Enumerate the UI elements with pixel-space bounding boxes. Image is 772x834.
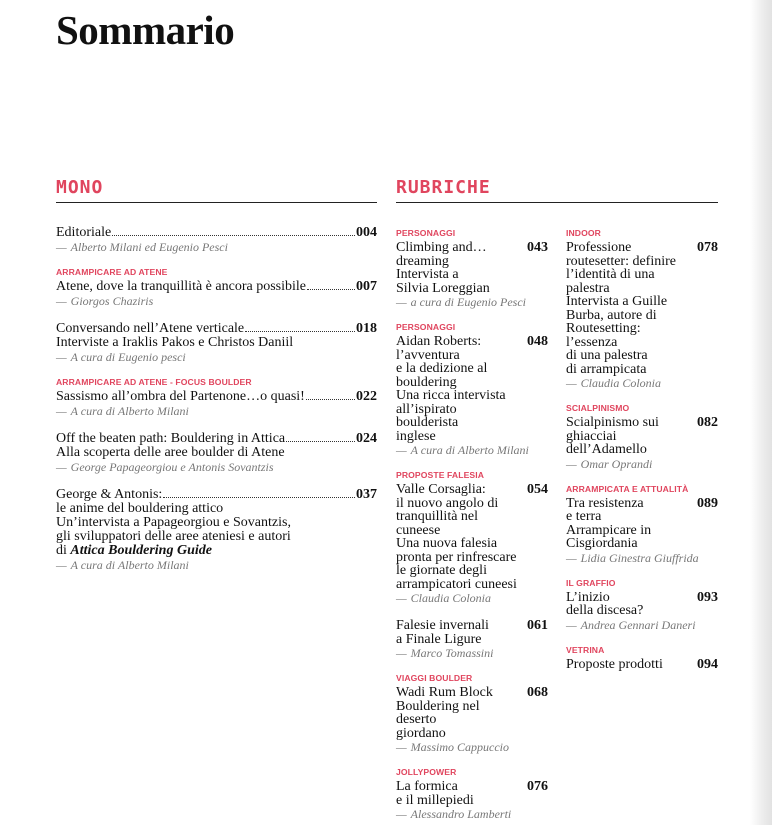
entry-title-line: inglese <box>396 428 436 444</box>
page-number: 093 <box>697 589 718 605</box>
entry-title-line: all’ispirato boulderista <box>396 401 459 430</box>
page-number: 061 <box>527 618 548 633</box>
entry-title-line: Cisgiordania <box>566 536 638 551</box>
section-heading-rubriche: RUBRICHE <box>396 177 718 203</box>
entry-title <box>396 335 521 443</box>
entry-title <box>566 658 663 672</box>
entry-title: Conversando nell’Atene verticale <box>56 321 245 336</box>
entry-title-line: Wadi Rum Block <box>396 685 493 700</box>
guide-title: Attica Bouldering Guide <box>70 543 212 558</box>
entry-title <box>396 241 490 295</box>
entry-author: — Marco Tomassini <box>396 646 494 660</box>
entry-subtitle: Interviste a Iraklis Pakos e Christos Daniil <box>56 335 294 350</box>
entry-title <box>396 483 521 591</box>
leader-dots <box>112 235 355 236</box>
entry-title-line: della discesa? <box>566 603 644 618</box>
page-number: 082 <box>697 415 718 430</box>
entry-title-line: Silvia Loreggian <box>396 280 490 296</box>
entry-category: ARRAMPICARE AD ATENE <box>56 267 168 277</box>
toc-entry[interactable] <box>566 228 718 391</box>
entry-title-line: La formica <box>396 779 458 794</box>
page-number: 048 <box>527 334 548 349</box>
page-number: 018 <box>356 321 377 336</box>
entry-title-line: arrampicatori cuneesi <box>396 576 517 592</box>
entry-title-line: Una nuova falesia <box>396 536 498 551</box>
entry-title: George & Antonis: <box>56 487 163 502</box>
page-number: 076 <box>527 779 548 794</box>
page-number: 024 <box>356 431 377 446</box>
page-number: 043 <box>527 240 548 255</box>
entry-title-line: le giornate degli <box>396 563 487 578</box>
rubriche-column-1 <box>396 228 548 834</box>
entry-category: ARRAMPICATA E ATTUALITÀ <box>566 483 689 494</box>
entry-subtitle: Alla scoperta delle aree boulder di Atene <box>56 445 285 460</box>
entry-title <box>396 686 521 740</box>
leader-dots <box>245 331 355 332</box>
entry-title-line: Intervista a Guille <box>566 294 668 309</box>
entry-title-line: Professione <box>566 240 632 255</box>
entry-subtitle-line: di Attica Bouldering Guide <box>56 543 212 558</box>
entry-author: — Omar Oprandi <box>566 456 653 471</box>
toc-entry[interactable] <box>396 470 548 606</box>
entry-category: SCIALPINISMO <box>566 403 630 413</box>
entry-title-line: Aidan Roberts: <box>396 334 482 349</box>
entry-title-line: dreaming <box>396 253 449 269</box>
entry-title-line: e terra <box>566 509 602 524</box>
page-number: 068 <box>527 685 548 700</box>
page-title: Sommario <box>56 7 235 53</box>
entry-title-line: ghiacciai dell’Adamello <box>566 428 647 457</box>
toc-entry-sassismo[interactable] <box>56 377 377 419</box>
entry-title-line: Tra resistenza <box>566 495 644 511</box>
entry-category: VIAGGI BOULDER <box>396 673 473 683</box>
toc-entry[interactable] <box>396 322 548 458</box>
leader-dots <box>307 289 355 290</box>
toc-entry[interactable] <box>566 403 718 472</box>
entry-category: PERSONAGGI <box>396 228 456 238</box>
rubriche-column-2 <box>566 228 718 685</box>
entry-title: Sassismo all’ombra del Partenone…o quasi! <box>56 389 305 404</box>
entry-title-line: Proposte prodotti <box>566 656 663 672</box>
entry-title-line: l’avventura <box>396 347 460 363</box>
entry-title <box>566 416 691 457</box>
entry-title-line: Valle Corsaglia: <box>396 482 486 497</box>
toc-entry[interactable] <box>396 228 548 310</box>
entry-title-line: l’identità di una palestra <box>566 267 655 296</box>
leader-dots <box>286 441 355 442</box>
toc-entry[interactable] <box>396 767 548 822</box>
entry-title-line: bouldering <box>396 374 457 390</box>
entry-title-line: di una palestra <box>566 348 648 363</box>
entry-title-line: e il millepiedi <box>396 792 474 808</box>
toc-entry-george-antonis[interactable] <box>56 487 377 573</box>
entry-title-line: a Finale Ligure <box>396 631 482 647</box>
page-number: 089 <box>697 495 718 511</box>
toc-entry[interactable] <box>396 618 548 661</box>
entry-title-line: giordano <box>396 725 446 741</box>
entry-author: — a cura di Eugenio Pesci <box>396 295 526 309</box>
toc-entry[interactable] <box>566 578 718 633</box>
entry-author: — A cura di Eugenio pesci <box>56 350 186 364</box>
mono-column <box>56 225 377 585</box>
entry-title-line: Arrampicare in <box>566 522 652 538</box>
entry-subtitle-line: le anime del bouldering attico <box>56 501 224 516</box>
entry-category: IL GRAFFIO <box>566 577 616 588</box>
toc-entry-editoriale[interactable] <box>56 225 377 255</box>
entry-title-line: Routesetting: l’essenza <box>566 321 641 350</box>
page-number: 007 <box>356 279 377 294</box>
entry-title <box>396 619 489 646</box>
page-number: 004 <box>356 225 377 240</box>
entry-category: PROPOSTE FALESIA <box>396 470 485 480</box>
section-heading-mono: MONO <box>56 177 377 203</box>
entry-title-line: e la dedizione al <box>396 361 488 376</box>
entry-title-line: Scialpinismo sui <box>566 415 659 430</box>
entry-title <box>566 497 651 551</box>
entry-author: — Giorgos Chaziris <box>56 294 154 308</box>
entry-category: VETRINA <box>566 644 605 655</box>
entry-category: ARRAMPICARE AD ATENE - FOCUS BOULDER <box>56 377 252 387</box>
entry-author: — Lidia Ginestra Giuffrida <box>566 550 699 565</box>
entry-title-line: L’inizio <box>566 589 610 605</box>
entry-category: PERSONAGGI <box>396 322 456 332</box>
leader-dots <box>306 399 355 400</box>
entry-title: Atene, dove la tranquillità è ancora possibile <box>56 279 306 294</box>
entry-title-line: di arrampicata <box>566 361 647 377</box>
entry-title-line: tranquillità nel cuneese <box>396 509 479 538</box>
entry-author: — Claudia Colonia <box>566 376 662 390</box>
toc-entry[interactable] <box>396 673 548 755</box>
toc-entry[interactable] <box>566 484 718 566</box>
toc-entry-atene[interactable] <box>56 267 377 309</box>
entry-subtitle-line: gli sviluppatori delle aree ateniesi e autori <box>56 529 291 544</box>
entry-subtitle-line: Un’intervista a Papageorgiou e Sovantzis, <box>56 515 291 530</box>
entry-title-line: routesetter: definire <box>566 253 677 269</box>
entry-title: Editoriale <box>56 225 112 240</box>
entry-title: Off the beaten path: Bouldering in Attica <box>56 431 286 446</box>
page-number: 037 <box>356 487 377 502</box>
page-gutter-shadow <box>750 0 772 825</box>
entry-author: — A cura di Alberto Milani <box>56 558 189 572</box>
entry-author: — Alessandro Lamberti <box>396 807 512 821</box>
entry-title <box>566 241 691 376</box>
page-number: 054 <box>527 482 548 497</box>
entry-title <box>566 591 643 618</box>
entry-category: JOLLYPOWER <box>396 767 457 777</box>
entry-title-line: Una ricca intervista <box>396 388 506 403</box>
entry-title-line: Intervista a <box>396 267 459 282</box>
entry-category: INDOOR <box>566 228 601 238</box>
entry-title-line: il nuovo angolo di <box>396 495 499 511</box>
entry-author: — A cura di Alberto Milani <box>396 443 529 457</box>
entry-title <box>396 780 474 807</box>
entry-title-line: Climbing and… <box>396 240 487 255</box>
entry-author: — Massimo Cappuccio <box>396 740 509 754</box>
entry-author: — George Papageorgiou e Antonis Sovantzis <box>56 460 274 474</box>
entry-title-line: Bouldering nel deserto <box>396 698 480 727</box>
entry-author: — Claudia Colonia <box>396 591 492 605</box>
toc-entry[interactable] <box>566 645 718 673</box>
toc-entry-conversando[interactable] <box>56 321 377 365</box>
entry-title-line: Burba, autore di <box>566 307 657 323</box>
page-number: 094 <box>697 656 718 672</box>
entry-title-line: Falesie invernali <box>396 618 489 633</box>
entry-author: — Alberto Milani ed Eugenio Pesci <box>56 240 228 254</box>
leader-dots <box>163 497 355 498</box>
toc-entry-off-the-beaten-path[interactable] <box>56 431 377 475</box>
entry-title-line: pronta per rinfrescare <box>396 549 517 565</box>
page-number: 022 <box>356 389 377 404</box>
entry-author: — Andrea Gennari Daneri <box>566 617 696 632</box>
entry-author: — A cura di Alberto Milani <box>56 404 189 418</box>
page-number: 078 <box>697 240 718 255</box>
